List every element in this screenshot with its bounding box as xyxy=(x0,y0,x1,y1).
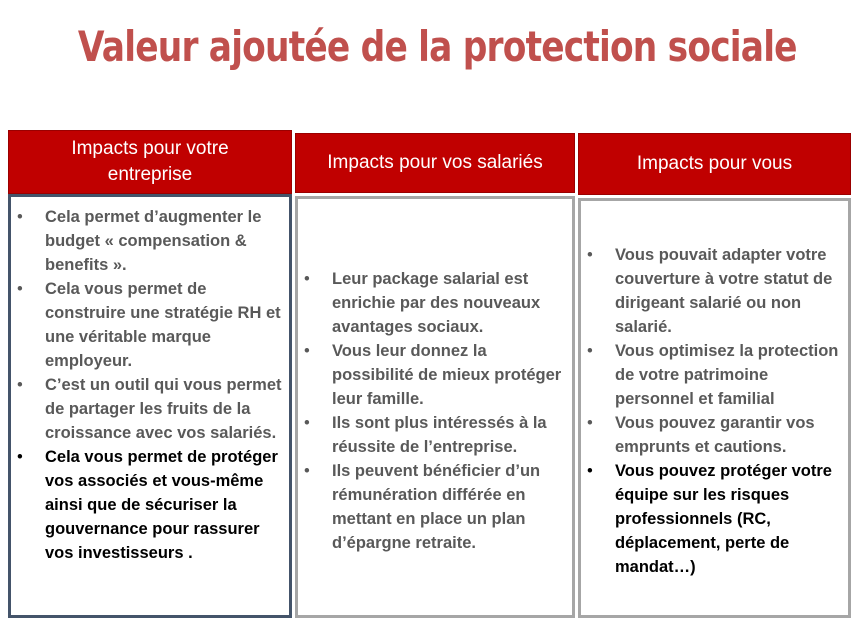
list-item-text: Ils sont plus intéressés à la réussite de l’entreprise. xyxy=(332,414,547,456)
bullet-icon: • xyxy=(587,414,593,432)
list-item-text: Vous pouvez garantir vos emprunts et cautions. xyxy=(615,414,815,456)
list-item-text: Vous pouvait adapter votre couverture à votre statut de dirigeant salarié ou non salarié. xyxy=(615,246,833,336)
column-header-salaries xyxy=(295,133,575,193)
list-item xyxy=(581,459,842,579)
list-item-text: Cela vous permet de construire une stratégie RH et une véritable marque employeur. xyxy=(45,280,281,370)
column-header-label: Impacts pour vous xyxy=(636,153,793,174)
list-item-text: Vous leur donnez la possibilité de mieux protéger leur famille. xyxy=(332,342,562,408)
bullet-icon: • xyxy=(587,342,593,360)
bullet-icon: • xyxy=(304,342,310,360)
list-item xyxy=(11,445,283,565)
bullet-icon: • xyxy=(587,462,593,480)
list-item xyxy=(581,243,842,339)
bullet-icon: • xyxy=(304,270,310,288)
list-item xyxy=(581,411,842,459)
list-item xyxy=(11,373,283,445)
list-item-text: C’est un outil qui vous permet de partager les fruits de la croissance avec vos salariés. xyxy=(45,376,282,442)
column-header-label: Impacts pour vos salariés xyxy=(327,152,543,173)
slide-title: Valeur ajoutée de la protection sociale xyxy=(77,22,797,71)
bullet-list xyxy=(581,243,842,579)
list-item-text: Leur package salarial est enrichie par des nouveaux avantages sociaux. xyxy=(332,270,541,336)
bullet-icon: • xyxy=(304,462,310,480)
bullet-icon: • xyxy=(587,246,593,264)
list-item xyxy=(581,339,842,411)
list-item xyxy=(298,267,566,339)
list-item-text: Vous pouvez protéger votre équipe sur les risques professionnels (RC, déplacement, perte de mandat…) xyxy=(615,462,832,576)
bullet-icon: • xyxy=(17,208,23,226)
list-item xyxy=(11,205,283,277)
column-body-salaries xyxy=(295,196,575,618)
bullet-list xyxy=(11,205,283,565)
list-item-text: Cela vous permet de protéger vos associés et vous-même ainsi que de sécuriser la gouvernance pour rassurer vos investisseurs . xyxy=(45,448,278,562)
list-item xyxy=(298,339,566,411)
bullet-list xyxy=(298,267,566,555)
list-item-text: Vous optimisez la protection de votre patrimoine personnel et familial xyxy=(615,342,839,408)
bullet-icon: • xyxy=(17,280,23,298)
list-item xyxy=(298,459,566,555)
list-item-text: Cela permet d’augmenter le budget « compensation & benefits ». xyxy=(45,208,262,274)
column-body-vous xyxy=(578,198,851,618)
bullet-icon: • xyxy=(17,376,23,394)
list-item-text: Ils peuvent bénéficier d’un rémunération différée en mettant en place un plan d’épargne retraite. xyxy=(332,462,541,552)
column-header-vous xyxy=(578,133,851,195)
column-body-entreprise xyxy=(8,194,292,618)
bullet-icon: • xyxy=(17,448,23,466)
list-item xyxy=(11,277,283,373)
bullet-icon: • xyxy=(304,414,310,432)
column-header-entreprise xyxy=(8,130,292,194)
list-item xyxy=(298,411,566,459)
column-header-label: Impacts pour votre entreprise xyxy=(71,138,229,185)
